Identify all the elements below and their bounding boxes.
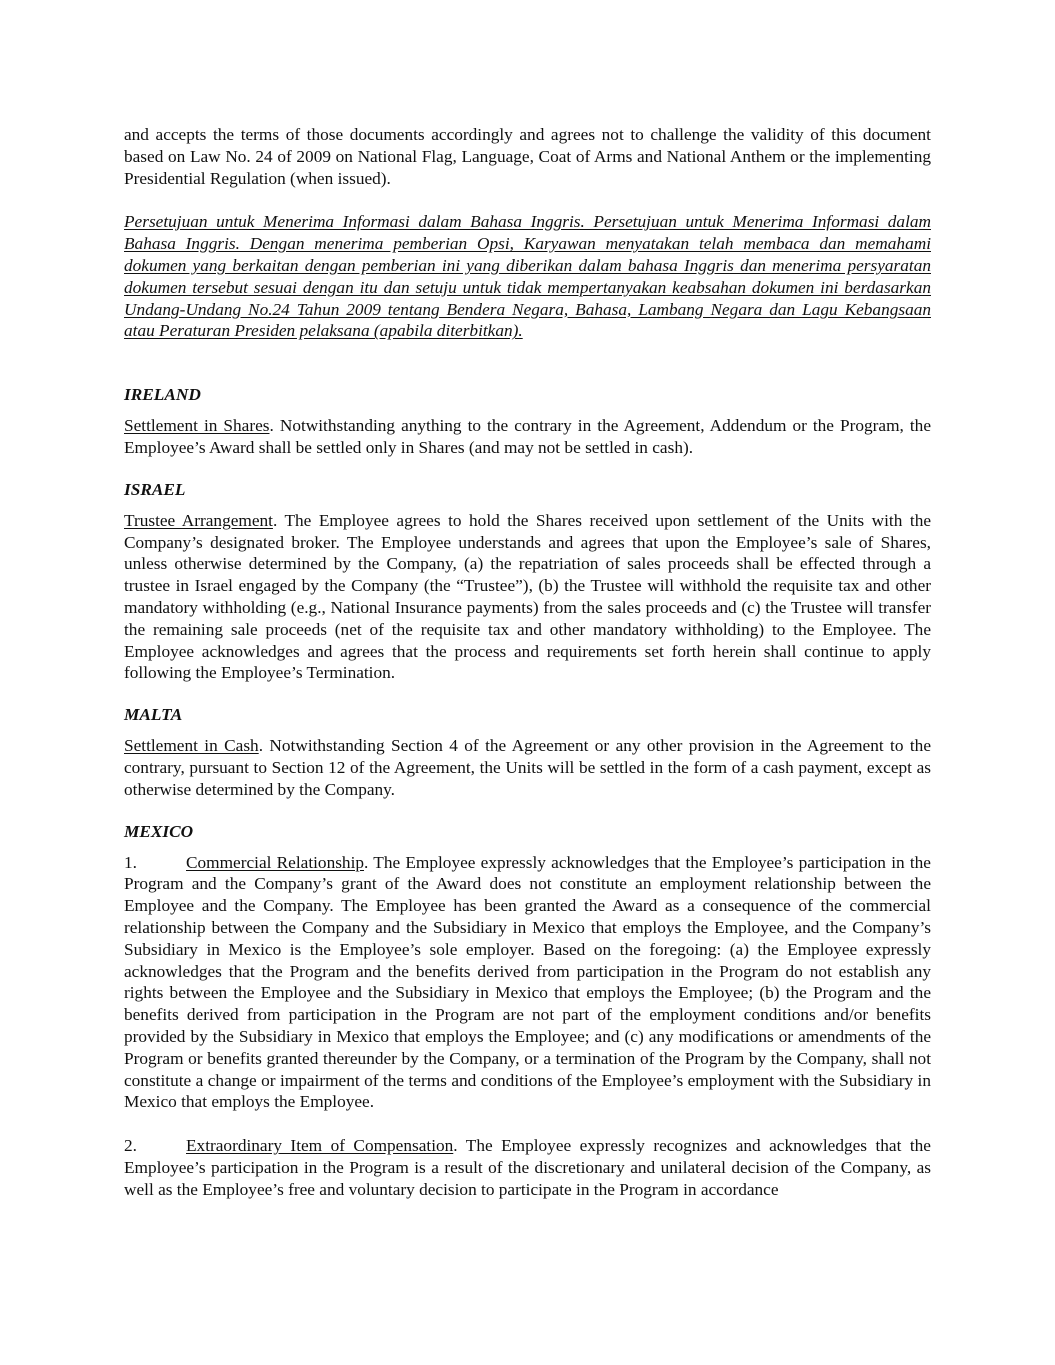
malta-clause-title: Settlement in Cash xyxy=(124,736,259,756)
mexico-item-1-number: 1. xyxy=(124,852,137,872)
mexico-item-1 xyxy=(124,852,931,1114)
israel-clause-title: Trustee Arrangement xyxy=(124,510,273,530)
mexico-item-2-number: 2. xyxy=(124,1136,137,1156)
mexico-item-1-text: . The Employee expressly acknowledges that the Employee’s participation in the Program and the Company’s grant of the Award does not constitute an employment relationship between the Employee and the Company. The Employee has been granted the Award as a consequence of the commercial relationship between the Company and the Subsidiary in Mexico that employs the Employee, and the Company’s Subsidiary in Mexico is the Employee’s sole employer. Based on the foregoing: (a) the Employee expressly acknowledges that the Program and the benefits derived from participation in the Program do not establish any rights between the Employee and the Subsidiary in Mexico that employs the Employee; (b) the Program and the benefits derived from participation in the Program are not part of the employment conditions and/or benefits provided by the Subsidiary in Mexico that employs the Employee; and (c) any modifications or amendments of the Program or benefits granted thereunder by the Company, or a termination of the Program by the Company, shall not constitute a change or impairment of the terms and conditions of the Employee’s employment with the Subsidiary in Mexico that employs the Employee. xyxy=(124,852,931,1112)
indonesian-consent-paragraph: Persetujuan untuk Menerima Informasi dalam Bahasa Inggris. Persetujuan untuk Menerima Informasi dalam Bahasa Inggris. Dengan menerima pemberian Opsi, Karyawan menyatakan telah membaca dan memahami dokumen yang berkaitan dengan pemberian ini yang diberikan dalam bahasa Inggris dan menerima persyaratan dokumen tersebut sesuai dengan itu dan setuju untuk tidak mempertanyakan keabsahan dokumen ini berdasarkan Undang-Undang No.24 Tahun 2009 tentang Bendera Negara, Bahasa, Lambang Negara dan Lagu Kebangsaan atau Peraturan Presiden pelaksana (apabila diterbitkan). xyxy=(124,212,931,341)
malta-paragraph xyxy=(124,735,931,800)
mexico-heading: MEXICO xyxy=(124,821,194,841)
malta-clause-text: . Notwithstanding Section 4 of the Agreement or any other provision in the Agreement to the contrary, pursuant to Section 12 of the Agreement, the Units will be settled in the form of a cash payment, except as otherwise determined by the Company. xyxy=(124,736,931,799)
mexico-item-2-text: . The Employee expressly recognizes and acknowledges that the Employee’s participation in the Program is a result of the discretionary and unilateral decision of the Company, as well as the Employee’s free and voluntary decision to participate in the Program in accordance xyxy=(124,1136,931,1199)
malta-heading: MALTA xyxy=(124,705,183,725)
ireland-paragraph xyxy=(124,415,931,459)
ireland-clause-text: . Notwithstanding anything to the contrary in the Agreement, Addendum or the Program, the Employee’s Award shall be settled only in Shares (and may not be settled in cash). xyxy=(124,416,931,457)
ireland-clause-title: Settlement in Shares xyxy=(124,416,270,436)
israel-clause-text: . The Employee agrees to hold the Shares received upon settlement of the Units with the Company’s designated broker. The Employee understands and agrees that upon the Employee’s sale of Shares, unless otherwise determined by the Company, (a) the repatriation of sales proceeds shall be effected through a trustee in Israel engaged by the Company (the “Trustee”), (b) the Trustee will withhold the requisite tax and other mandatory withholding (e.g., National Insurance payments) from the sales proceeds and (c) the Trustee will transfer the remaining sale proceeds (net of the requisite tax and other mandatory withholding) to the Employee. The Employee acknowledges and agrees that the process and requirements set forth herein shall continue to apply following the Employee’s Termination. xyxy=(124,510,932,683)
israel-heading: ISRAEL xyxy=(124,479,186,499)
mexico-item-2 xyxy=(124,1135,931,1200)
mexico-item-1-title: Commercial Relationship xyxy=(186,852,365,872)
ireland-heading: IRELAND xyxy=(124,385,201,405)
intro-paragraph: and accepts the terms of those documents accordingly and agrees not to challenge the validity of this document based on Law No. 24 of 2009 on National Flag, Language, Coat of Arms and National Anthem or the implementing Presidential Regulation (when issued). xyxy=(124,125,931,188)
israel-paragraph xyxy=(124,510,931,684)
mexico-item-2-title: Extraordinary Item of Compensation xyxy=(186,1136,454,1156)
